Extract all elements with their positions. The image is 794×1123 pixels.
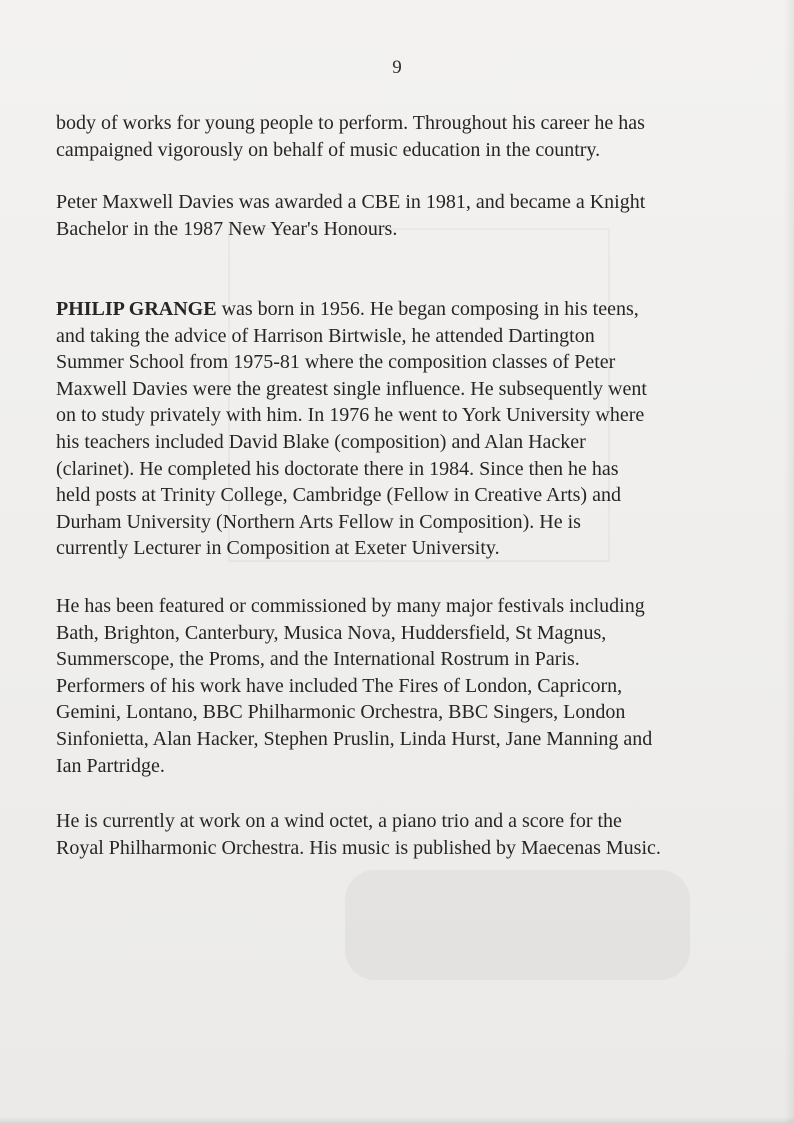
text-line: currently Lecturer in Composition at Exeter University. (56, 537, 500, 560)
text-line: Sinfonietta, Alan Hacker, Stephen Pruslin, Linda Hurst, Jane Manning and (56, 727, 653, 750)
page-number: 9 (392, 57, 402, 78)
text-line: and taking the advice of Harrison Birtwisle, he attended Dartington (56, 324, 595, 347)
text-line: Peter Maxwell Davies was awarded a CBE in 1981, and became a Knight (56, 191, 646, 213)
text-line: Bath, Brighton, Canterbury, Musica Nova, Huddersfield, St Magnus, (56, 621, 607, 644)
paragraph-philip-grange-bio (56, 296, 746, 562)
paragraph-honours (56, 189, 746, 242)
text-line: Ian Partridge. (56, 754, 165, 777)
text-line: his teachers included David Blake (composition) and Alan Hacker (56, 430, 586, 453)
text-line: Maxwell Davies were the greatest single influence. He subsequently went (56, 377, 647, 400)
page-edge-shadow (784, 0, 794, 1123)
text-line: Gemini, Lontano, BBC Philharmonic Orchestra, BBC Singers, London (56, 701, 626, 724)
text-line: He is currently at work on a wind octet, a piano trio and a score for the (56, 810, 622, 832)
text-line: Summer School from 1975-81 where the composition classes of Peter (56, 351, 616, 374)
bleed-through-stamp (345, 870, 690, 980)
text-line: Royal Philharmonic Orchestra. His music is published by Maecenas Music. (56, 836, 661, 859)
text-line: Durham University (Northern Arts Fellow in Composition). He is (56, 510, 581, 533)
text-line: held posts at Trinity College, Cambridge (Fellow in Creative Arts) and (56, 484, 621, 507)
text-line: Bachelor in the 1987 New Year's Honours. (56, 217, 398, 240)
text-line: body of works for young people to perform. Throughout his career he has (56, 112, 645, 134)
paragraph-current-work (56, 808, 746, 861)
page-bottom-shadow (0, 1117, 794, 1123)
text-line: He has been featured or commissioned by many major festivals including (56, 595, 645, 617)
text-line: campaigned vigorously on behalf of music education in the country. (56, 138, 601, 161)
text-line: (clarinet). He completed his doctorate there in 1984. Since then he has (56, 457, 619, 480)
composer-name: PHILIP GRANGE (56, 298, 217, 320)
paragraph-festivals (56, 593, 746, 779)
text-line: Summerscope, the Proms, and the International Rostrum in Paris. (56, 648, 580, 671)
text-line: was born in 1956. He began composing in his teens, (216, 298, 639, 320)
text-line: Performers of his work have included The Fires of London, Capricorn, (56, 674, 623, 697)
text-line: on to study privately with him. In 1976 he went to York University where (56, 404, 645, 427)
paragraph-continuation (56, 110, 746, 163)
